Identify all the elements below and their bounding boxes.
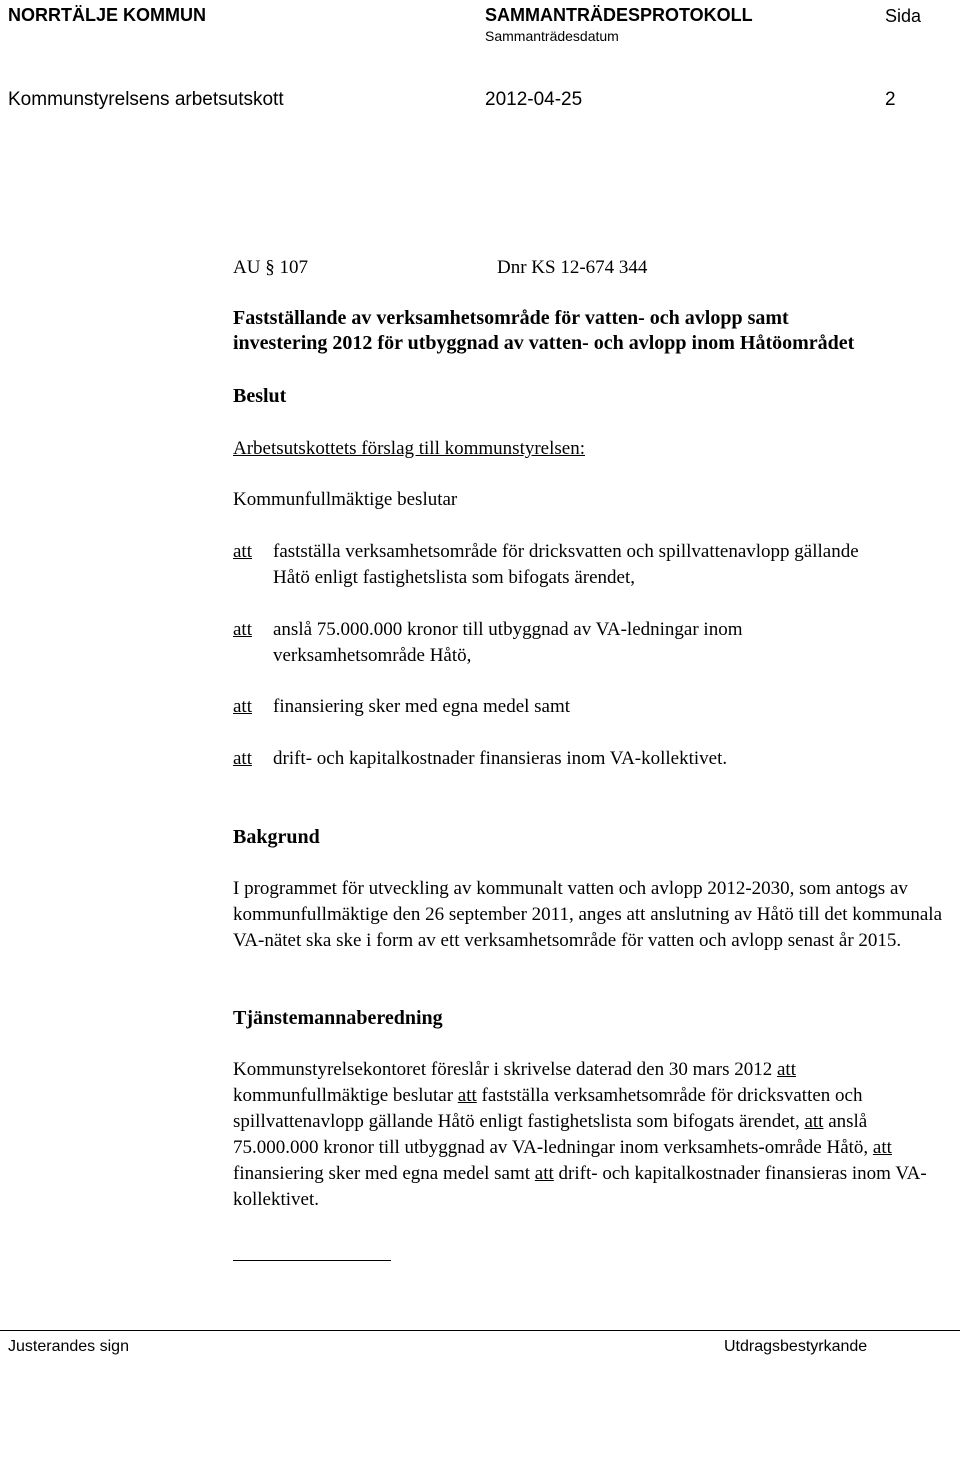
document-type: SAMMANTRÄDESPROTOKOLL [485, 5, 753, 25]
att-keyword: att [777, 1059, 796, 1080]
proposal-label: Arbetsutskottets förslag till kommunstyrelsen: [233, 438, 585, 459]
case-title-line-2: investering 2012 för utbyggnad av vatten- och avlopp inom Håtöområdet [233, 332, 855, 354]
att-keyword: att [872, 1137, 892, 1158]
background-heading: Bakgrund [233, 826, 320, 848]
officials-text-segment: Kommunstyrelsekontoret föreslår i skrivelse daterad den 30 mars 2012 [233, 1059, 777, 1080]
officials-heading: Tjänstemannaberedning [233, 1007, 443, 1029]
clause-text: drift- och kapitalkostnader finansieras inom VA-kollektivet. [273, 748, 728, 769]
decision-clause [233, 694, 893, 720]
officials-text-segment: anslå 75.000.000 kronor till utbyggnad av VA-ledningar inom verksamhets-område Håtö, [233, 1111, 873, 1158]
att-keyword: att [804, 1111, 824, 1132]
officials-text [233, 1057, 953, 1213]
clause-prefix: att [233, 748, 252, 769]
extract-verification-label: Utdragsbestyrkande [724, 1338, 868, 1355]
meeting-date-label: Sammanträdesdatum [485, 28, 619, 44]
clause-prefix: att [233, 696, 252, 717]
page-label: Sida [885, 6, 922, 26]
clause-prefix: att [233, 619, 252, 640]
footer-divider [0, 1330, 960, 1331]
decision-clause [233, 746, 893, 772]
section-end-line [233, 1260, 391, 1261]
paragraph-number: AU § 107 [233, 257, 308, 278]
case-title-line-1: Fastställande av verksamhetsområde för vatten- och avlopp samt [233, 307, 789, 329]
page-number: 2 [885, 89, 896, 110]
decision-clause [233, 617, 893, 669]
municipality-name: NORRTÄLJE KOMMUN [8, 5, 206, 25]
case-number: Dnr KS 12-674 344 [497, 257, 648, 278]
committee-name: Kommunstyrelsens arbetsutskott [8, 89, 284, 110]
clause-text: anslå 75.000.000 kronor till utbyggnad av VA-ledningar inom verksamhetsområde Håtö, [273, 619, 743, 666]
officials-text-segment: kommunfullmäktige beslutar [233, 1085, 458, 1106]
decision-clause [233, 539, 893, 591]
decision-intro: Kommunfullmäktige beslutar [233, 489, 458, 510]
clause-text: finansiering sker med egna medel samt [273, 696, 571, 717]
att-keyword: att [534, 1163, 554, 1184]
signature-label: Justerandes sign [8, 1338, 129, 1355]
officials-text-segment: drift- och kapitalkostnader finansieras inom VA-kollektivet. [233, 1163, 927, 1210]
clause-text: fastställa verksamhetsområde för dricksvatten och spillvattenavlopp gällande Håtö enligt fastighetslista som bifogats ärendet, [273, 541, 859, 588]
decision-heading: Beslut [233, 385, 287, 407]
officials-text-segment: fastställa verksamhetsområde för dricksvatten och spillvattenavlopp gällande Håtö enligt fastighetslista som bifogats ärendet, [233, 1085, 863, 1132]
meeting-date: 2012-04-25 [485, 89, 583, 110]
clause-prefix: att [233, 541, 252, 562]
background-text: I programmet för utveckling av kommunalt vatten och avlopp 2012-2030, som antogs av kommunfullmäktige den 26 september 2011, anges att anslutning av Håtö till det kommunala VA-nätet ska ske i form av ett verksamhetsområde för vatten och avlopp senast år 2015. [233, 878, 943, 951]
att-keyword: att [457, 1085, 477, 1106]
officials-text-segment: finansiering sker med egna medel samt [233, 1163, 535, 1184]
